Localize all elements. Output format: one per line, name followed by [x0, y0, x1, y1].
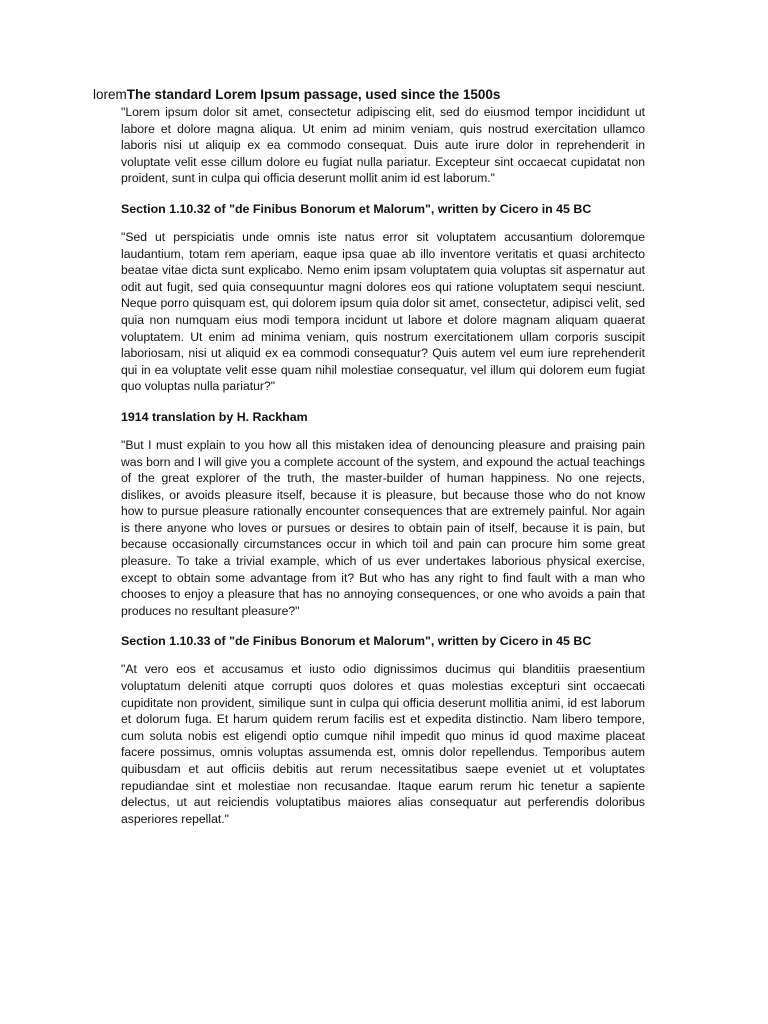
first-line — [93, 86, 500, 104]
section-heading-rackham: 1914 translation by H. Rackham — [121, 409, 308, 424]
section-body-1-10-32: "Sed ut perspiciatis unde omnis iste natus error sit voluptatem accusantium doloremque laudantium, totam rem aperiam, eaque ipsa quae ab illo inventore veritatis et quasi architecto beatae vitae dicta sunt explicabo. Nemo enim ipsam voluptatem quia voluptas sit aspernatur aut odit aut fugit, sed quia consequuntur magni dolores eos qui ratione voluptatem sequi nesciunt. Neque porro quisquam est, qui dolorem ipsum quia dolor sit amet, consectetur, adipisci velit, sed quia non numquam eius modi tempora incidunt ut labore et dolore magnam aliquam quaerat voluptatem. Ut enim ad minima veniam, quis nostrum exercitationem ullam corporis suscipit laboriosam, nisi ut aliquid ex ea commodi consequatur? Quis autem vel eum iure reprehenderit qui in ea voluptate velit esse quam nihil molestiae consequatur, vel illum qui dolorem eum fugiat quo voluptas nulla pariatur?" — [121, 229, 645, 394]
section-body-standard: "Lorem ipsum dolor sit amet, consectetur adipiscing elit, sed do eiusmod tempor incididunt ut labore et dolore magna aliqua. Ut enim ad minim veniam, quis nostrud exercitation ullamco laboris nisi ut aliquip ex ea commodo consequat. Duis aute irure dolor in reprehenderit in voluptate velit esse cillum dolore eu fugiat nulla pariatur. Excepteur sint occaecat cupidatat non proident, sunt in culpa qui officia deserunt mollit anim id est laborum." — [121, 105, 645, 186]
section-heading-1-10-33: Section 1.10.33 of "de Finibus Bonorum et Malorum", written by Cicero in 45 BC — [121, 634, 592, 649]
section-heading-1-10-32: Section 1.10.32 of "de Finibus Bonorum et Malorum", written by Cicero in 45 BC — [121, 201, 592, 216]
section-body-rackham: "But I must explain to you how all this mistaken idea of denouncing pleasure and praising pain was born and I will give you a complete account of the system, and expound the actual teachings of the great explorer of the truth, the master-builder of human happiness. No one rejects, dislikes, or avoids pleasure itself, because it is pleasure, but because those who do not know how to pursue pleasure rationally encounter consequences that are extremely painful. Nor again is there anyone who loves or pursues or desires to obtain pain of itself, because it is pain, but because occasionally circumstances occur in which toil and pain can procure him some great pleasure. To take a trivial example, which of us ever undertakes laborious physical exercise, except to obtain some advantage from it? But who has any right to find fault with a man who chooses to enjoy a pleasure that has no annoying consequences, or one who avoids a pain that produces no resultant pleasure?" — [121, 437, 645, 618]
document-content — [121, 104, 645, 827]
lorem-prefix: lorem — [93, 87, 127, 102]
section-heading-standard: The standard Lorem Ipsum passage, used since the 1500s — [126, 87, 501, 102]
section-body-1-10-33: "At vero eos et accusamus et iusto odio dignissimos ducimus qui blanditiis praesentium voluptatum deleniti atque corrupti quos dolores et quas molestias excepturi sint occaecati cupiditate non provident, similique sunt in culpa qui officia deserunt mollitia animi, id est laborum et dolorum fuga. Et harum quidem rerum facilis est et expedita distinctio. Nam libero tempore, cum soluta nobis est eligendi optio cumque nihil impedit quo minus id quod maxime placeat facere possimus, omnis voluptas assumenda est, omnis dolor repellendus. Temporibus autem quibusdam et aut officiis debitis aut rerum necessitatibus saepe eveniet ut et voluptates repudiandae sint et molestiae non recusandae. Itaque earum rerum hic tenetur a sapiente delectus, ut aut reiciendis voluptatibus maiores alias consequatur aut perferendis doloribus asperiores repellat." — [121, 662, 645, 826]
